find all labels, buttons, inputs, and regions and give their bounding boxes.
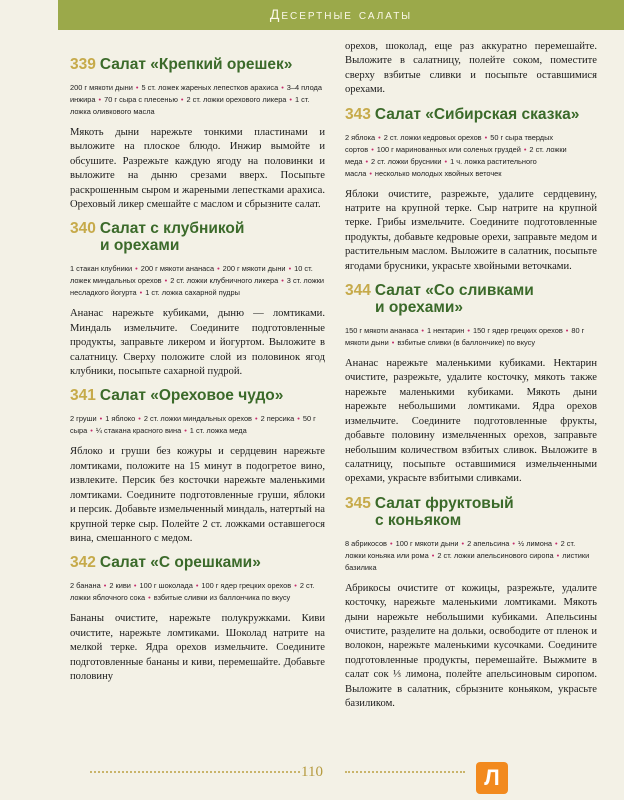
- bullet-separator-icon: •: [281, 83, 284, 92]
- ingredient-item: 2 ст. ложки брусники: [371, 156, 442, 166]
- bullet-separator-icon: •: [195, 581, 199, 591]
- recipe-title-line: и орехами: [100, 237, 180, 255]
- recipe-number: 344: [345, 282, 371, 300]
- bullet-separator-icon: •: [444, 156, 448, 166]
- ingredient-item: 2 ст. ложки меда: [345, 144, 567, 166]
- bullet-separator-icon: •: [431, 550, 435, 560]
- ingredient-item: 2 ст. ложки клубничного ликера: [170, 276, 279, 286]
- ingredient-item: 2 ст. ложки яблочного сока: [70, 581, 315, 603]
- recipe-title-line: с коньяком: [375, 511, 462, 529]
- ingredient-item: 2 банана: [70, 581, 101, 591]
- bullet-separator-icon: •: [135, 83, 139, 92]
- bullet-separator-icon: •: [217, 264, 220, 274]
- ingredient-item: 1 ч. ложка растительного масла: [345, 156, 537, 178]
- recipe-title-line: Салат «Со сливками: [374, 282, 534, 300]
- recipe-instructions: Ананас нарежьте кубиками, дыню — ломтиками. Миндаль измельчите. Соедините подготовленные продукты, заправьте ликером и йогуртом. Выложите в салатницу. Сверху положите слой из половинок ягод клубники, посыпьте сахарной пудрой.: [70, 308, 325, 378]
- bullet-separator-icon: •: [254, 414, 258, 424]
- bullet-separator-icon: •: [378, 132, 381, 142]
- ingredient-item: взбитые сливки (в баллончике) по вкусу: [397, 338, 536, 348]
- ingredient-item: 3–4 плода инжира: [70, 83, 322, 104]
- recipe-instructions: Яблоки очистите, разрежьте, удалите сердцевину, натрите на крупной терке. Сыр натрите на крупной терке. Грибы измельчите. Соедините подготовленные продукты, добавьте кедровые орехи, заправьте медом и растительным маслом. Выложите в салатник, посыпьте ягодами брусники, украсьте хвойными веточками.: [345, 188, 597, 272]
- bullet-separator-icon: •: [289, 95, 293, 104]
- ingredient-item: 80 г мякоти дыни: [345, 326, 585, 348]
- ingredient-item: 50 г сыра твердых сортов: [345, 132, 554, 154]
- bullet-separator-icon: •: [294, 581, 297, 591]
- ingredient-list: [345, 538, 597, 574]
- ingredient-item: 2 ст. ложки миндальных орехов: [143, 414, 252, 424]
- bullet-separator-icon: •: [391, 338, 395, 348]
- ingredient-item: 1 нектарин: [426, 326, 465, 336]
- ingredient-item: 2 ст. ложки коньяка или рома: [345, 538, 576, 560]
- recipe-title-line: Салат «Ореховое чудо»: [99, 387, 284, 405]
- ingredient-item: 200 г мякоти ананаса: [140, 264, 215, 274]
- recipe-instructions: Абрикосы очистите от кожицы, разрежьте, удалите косточку, нарежьте маленькими ломтиками. Мякоть дыни нарежьте небольшими кубиками. Апельсины очистите, разделите на дольки, освободите от пленок и волокон, нарежьте маленькими кусочками. Соедините подготовленные продукты, перемешайте. Выжмите в салат сок ⅓ лимона, полейте апельсиновым сиропом. Выложите в салатник, сбрызните коньяком, украсьте базиликом.: [345, 582, 597, 709]
- ingredient-item: 1 яблоко: [105, 414, 136, 424]
- ingredient-item: 70 г сыра с плесенью: [104, 95, 178, 104]
- recipe-instructions: Мякоть дыни нарежьте тонкими пластинами и выложите на плоское блюдо. Инжир вымойте и обсушите. Разрежьте каждую ягоду на половинки и выложите на дыню срезами вверх. Посыпьте раскрошенным сыром и жареными лепестками арахиса. Ореховый ликер смешайте с маслом и сбрызните салат.: [70, 127, 325, 211]
- bullet-separator-icon: •: [138, 414, 141, 424]
- ingredient-list: [70, 413, 325, 437]
- bullet-separator-icon: •: [555, 538, 558, 548]
- recipe-345: [345, 495, 597, 712]
- recipe-title: [70, 56, 325, 73]
- ingredient-item: 100 г мякоти дыни: [395, 538, 459, 548]
- bullet-separator-icon: •: [164, 276, 168, 286]
- recipe-340: [70, 220, 325, 379]
- recipe-number: 345: [345, 494, 371, 512]
- ingredient-item: 50 г сыра: [70, 414, 316, 436]
- recipe-title: [345, 495, 597, 529]
- bullet-separator-icon: •: [421, 326, 424, 336]
- recipe-342: [70, 554, 325, 684]
- bullet-separator-icon: •: [371, 144, 374, 154]
- ingredient-item: несколько молодых хвойных веточек: [374, 168, 502, 178]
- recipe-title: [345, 106, 597, 123]
- recipe-341: [70, 387, 325, 546]
- ingredient-item: 2 киви: [109, 581, 131, 591]
- recipe-title: [70, 554, 325, 571]
- ingredient-item: 1 ст. ложка сахарной пудры: [145, 288, 240, 298]
- bullet-separator-icon: •: [297, 414, 300, 424]
- recipe-title-line: Салат «С орешками»: [99, 554, 261, 572]
- bullet-separator-icon: •: [98, 95, 102, 104]
- publisher-logo-icon: [476, 762, 508, 794]
- ingredient-item: 1 стакан клубники: [70, 264, 133, 274]
- ingredient-item: 200 г мякоти дыни: [222, 264, 286, 274]
- ingredient-item: взбитые сливки из баллончика по вкусу: [153, 593, 291, 603]
- bullet-separator-icon: •: [281, 276, 284, 286]
- recipe-title-line: Салат «Крепкий орешек»: [99, 56, 293, 73]
- logo-letter: Л: [484, 765, 500, 790]
- ingredient-item: листики базилика: [345, 550, 590, 572]
- bullet-separator-icon: •: [512, 538, 515, 548]
- recipe-instructions: Яблоко и груши без кожуры и сердцевин нарежьте ломтиками, положите на 15 минут в подогретое вино, извлеките. Персик без косточки нарежьте маленькими ломтиками. Соедините подготовленные груши, яблоки и персик. Добавьте измельченный миндаль, натертый на крупной терке сыр. Полейте 2 ст. ложками оставшегося вина, смешанного с медом.: [70, 446, 325, 544]
- ingredient-item: 2 ст. ложки кедровых орехов: [383, 132, 482, 142]
- recipe-title-line: Салат «Сибирская сказка»: [374, 105, 580, 123]
- recipe-number: 343: [345, 105, 371, 123]
- bullet-separator-icon: •: [139, 288, 143, 298]
- bullet-separator-icon: •: [365, 156, 369, 166]
- ingredient-item: 2 апельсина: [467, 538, 510, 548]
- ingredient-item: 200 г мякоти дыни: [70, 83, 133, 92]
- ingredient-item: 150 г мякоти ананаса: [345, 326, 419, 336]
- ingredient-item: 100 г маринованных или соленых груздей: [376, 144, 521, 154]
- ingredient-item: 100 г шоколада: [139, 581, 193, 591]
- recipe-instructions: Бананы очистите, нарежьте полукружками. Киви очистите, нарежьте ломтиками. Шоколад натрите на мелкой терке. Ядра орехов измельчите. Соедините подготовленные бананы и киви, перемешайте. Добавьте половину: [70, 613, 325, 682]
- bullet-separator-icon: •: [565, 326, 569, 336]
- section-title: Десертные салаты: [269, 6, 413, 22]
- recipe-title-line: Салат с клубникой: [99, 220, 245, 238]
- recipe-339: [70, 56, 325, 212]
- bullet-separator-icon: •: [484, 132, 488, 142]
- ingredient-list: [345, 325, 597, 349]
- recipe-344: [345, 282, 597, 487]
- ingredient-item: 2 яблока: [345, 132, 376, 142]
- ingredient-item: 2 персика: [260, 414, 295, 424]
- ingredient-list: [70, 263, 325, 299]
- recipe-title-line: Салат фруктовый: [374, 494, 514, 512]
- recipe-title: [70, 387, 325, 404]
- bullet-separator-icon: •: [148, 593, 151, 603]
- right-column: [345, 40, 597, 711]
- bullet-separator-icon: •: [133, 581, 137, 591]
- bullet-separator-icon: •: [461, 538, 465, 548]
- bullet-separator-icon: •: [90, 426, 93, 436]
- ingredient-item: 150 г ядер грецких орехов: [472, 326, 563, 336]
- ingredient-item: 10 ст. ложек миндальных орехов: [70, 264, 313, 286]
- bullet-separator-icon: •: [135, 264, 138, 274]
- recipe-number: 341: [70, 387, 96, 405]
- ingredient-list: [70, 580, 325, 604]
- ingredient-item: 2 ст. ложки орехового ликера: [186, 95, 287, 104]
- ingredient-item: 2 ст. ложки апельсинового сиропа: [437, 550, 554, 560]
- ingredient-item: 2 груши: [70, 414, 97, 424]
- ingredient-item: 1 ст. ложка меда: [189, 426, 247, 436]
- ingredient-item: 5 ст. ложек жареных лепестков арахиса: [141, 83, 279, 92]
- bullet-separator-icon: •: [390, 538, 393, 548]
- recipe-title-line: и орехами»: [375, 299, 464, 317]
- bullet-separator-icon: •: [369, 168, 372, 178]
- ingredient-list: [345, 132, 597, 180]
- recipe-342-continuation: орехов, шоколад, еще раз аккуратно перемешайте. Выложите в салатницу, полейте соком, поместите сверху взбитые сливки и посыпьте оставшимися орехами.: [345, 41, 597, 96]
- ingredient-item: ¼ стакана красного вина: [95, 426, 182, 436]
- bullet-separator-icon: •: [99, 414, 103, 424]
- recipe-title: [70, 220, 325, 254]
- recipe-number: 340: [70, 220, 96, 238]
- ingredient-item: 1 ст. ложка оливкового масла: [70, 95, 310, 116]
- bullet-separator-icon: •: [103, 581, 107, 591]
- bullet-separator-icon: •: [523, 144, 527, 154]
- ingredient-item: 100 г ядер грецких орехов: [201, 581, 292, 591]
- bullet-separator-icon: •: [288, 264, 292, 274]
- left-column: [70, 48, 325, 684]
- ingredient-item: ½ лимона: [518, 538, 553, 548]
- recipe-number: 339: [70, 56, 96, 73]
- recipe-instructions: Ананас нарежьте маленькими кубиками. Нектарин очистите, разрежьте, удалите косточку, мякоть также нарежьте маленькими кубиками. Мякоть дыни нарежьте небольшими ломтиками. Ядра орехов измельчите. Соедините подготовленные фрукты, добавьте половину измельченных орехов, заправьте небольшим количеством взбитых сливок. Выложите в салатницу, посыпьте оставшимися измельченными орехами, украсьте взбитыми сливками.: [345, 358, 597, 485]
- bullet-separator-icon: •: [184, 426, 187, 436]
- ingredient-item: 3 ст. ложки несладкого йогурта: [70, 276, 325, 298]
- recipe-title: [345, 282, 597, 316]
- ingredient-list: [70, 82, 325, 118]
- bullet-separator-icon: •: [180, 95, 184, 104]
- recipe-343: [345, 106, 597, 274]
- bullet-separator-icon: •: [467, 326, 470, 336]
- page-number: 110: [301, 764, 323, 780]
- bullet-separator-icon: •: [556, 550, 560, 560]
- ingredient-item: 8 абрикосов: [345, 538, 387, 548]
- recipe-number: 342: [70, 554, 96, 572]
